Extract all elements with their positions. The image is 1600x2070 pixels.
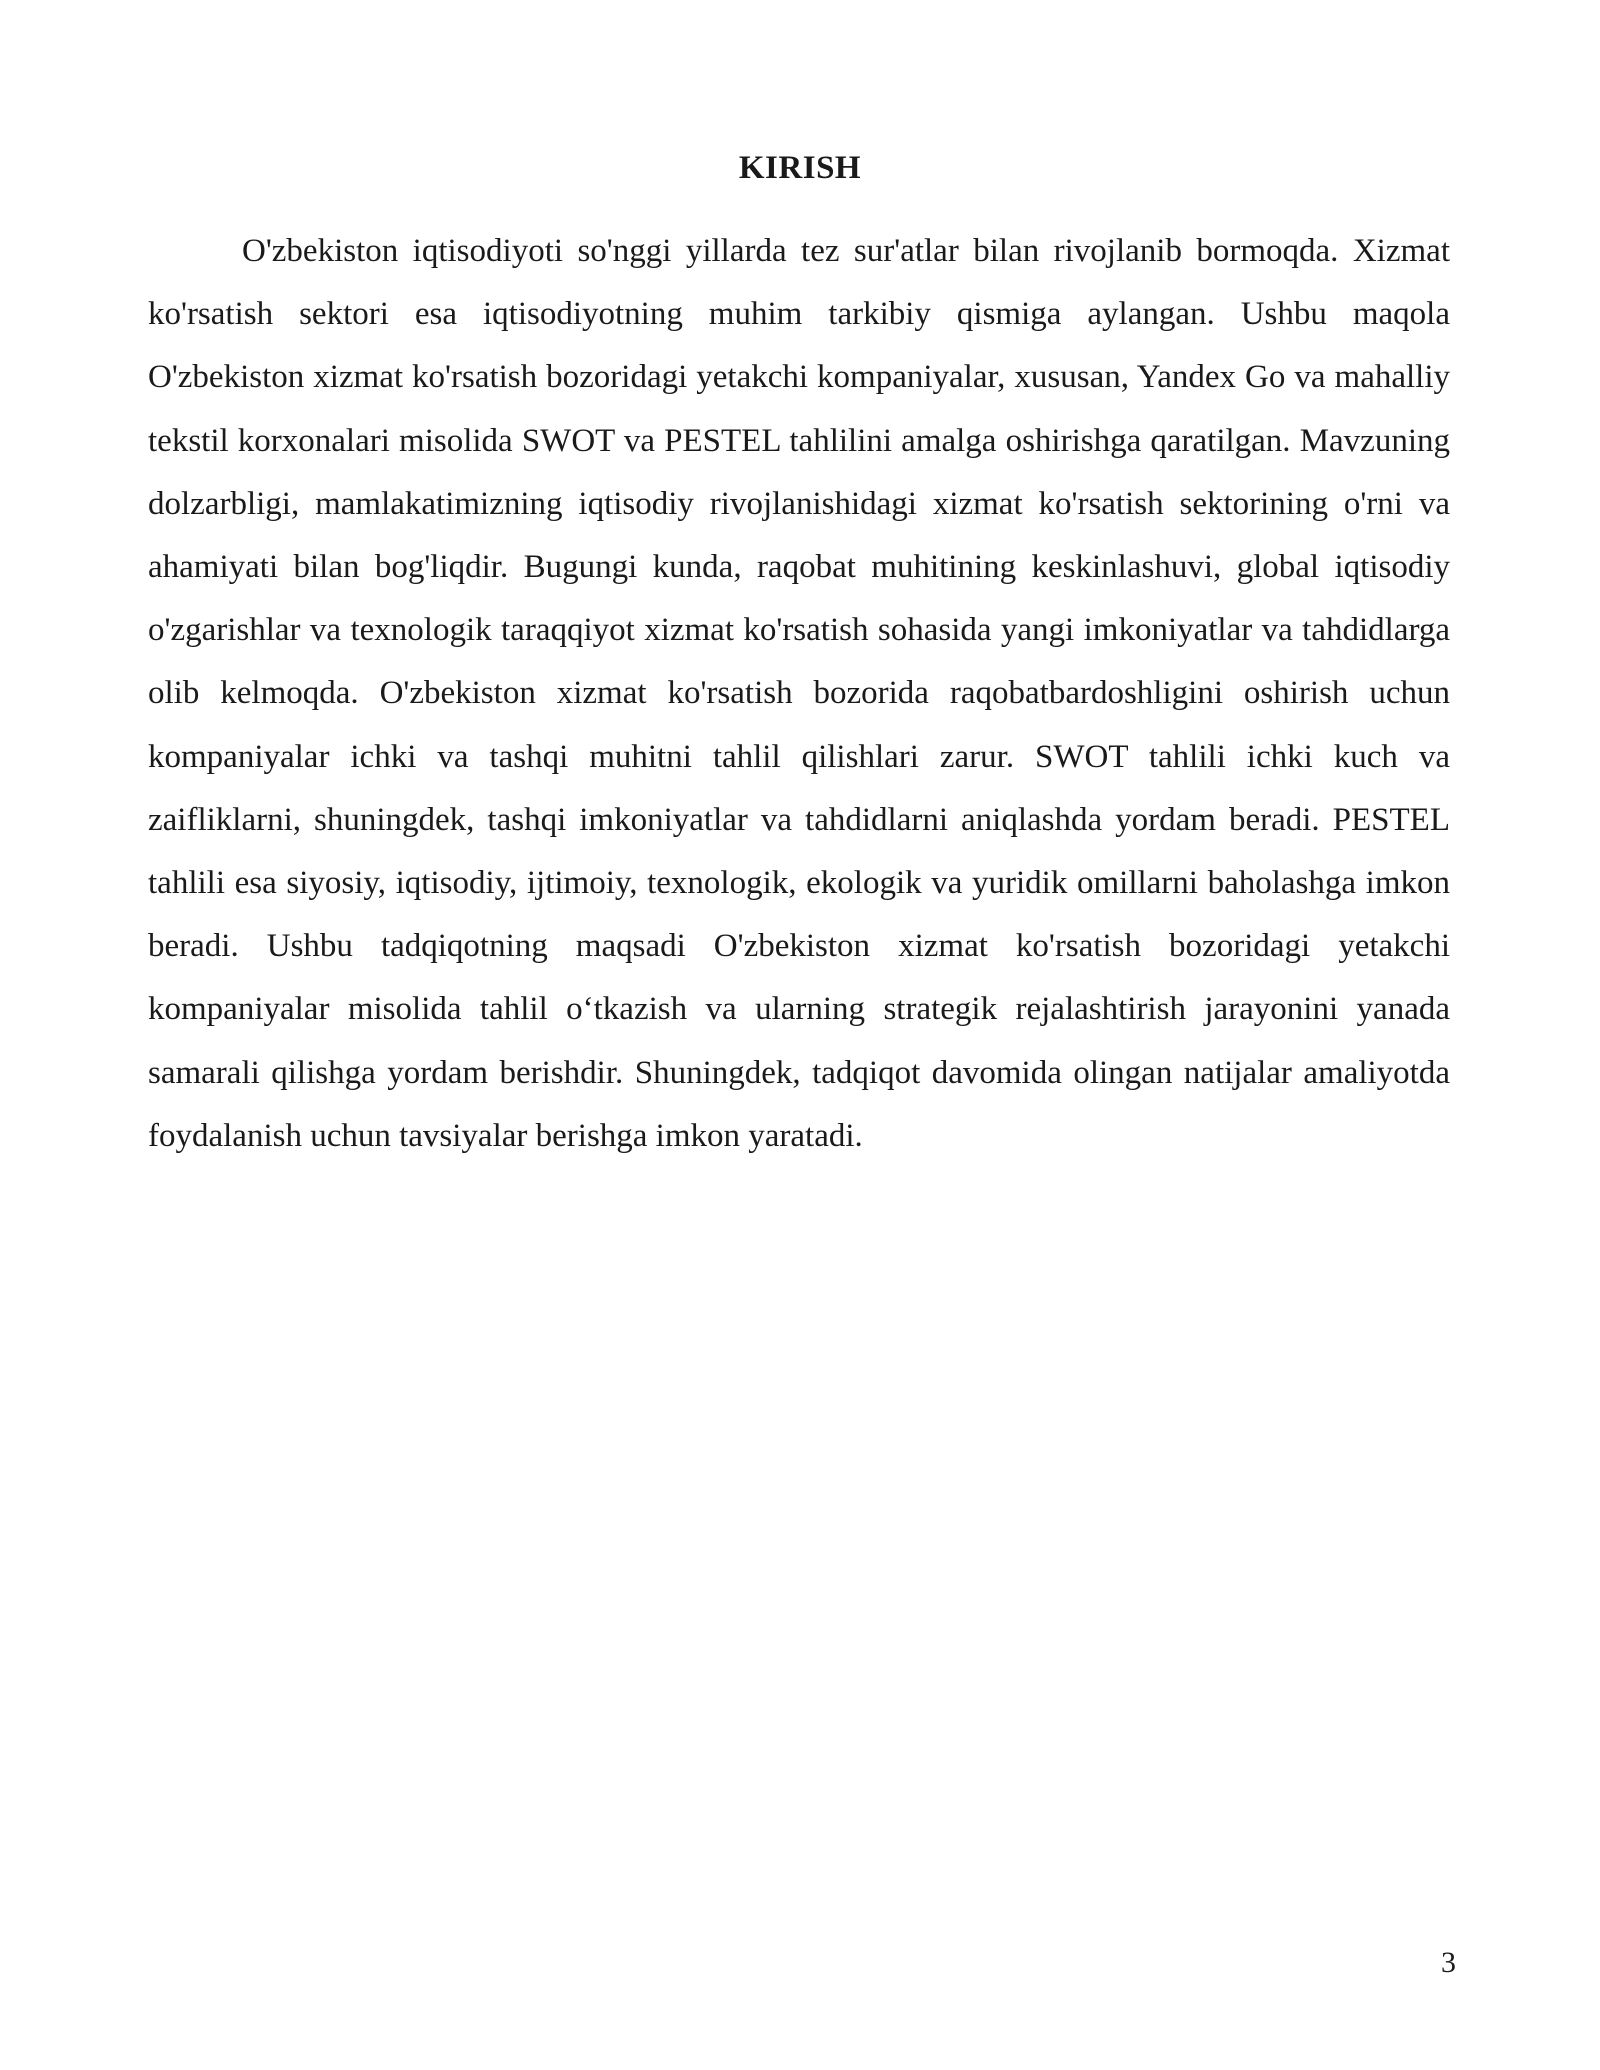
intro-paragraph: O'zbekiston iqtisodiyoti so'nggi yillarda tez sur'atlar bilan rivojlanib bormoqda. Xizmat ko'rsatish sektori esa iqtisodiyotning muhim tarkibiy qismiga aylangan. Ushbu maqola O'zbekiston xizmat ko'rsatish bozoridagi yetakchi kompaniyalar, xususan, Yandex Go va mahalliy tekstil korxonalari misolida SWOT va PESTEL tahlilini amalga oshirishga qaratilgan. Mavzuning dolzarbligi, mamlakatimizning iqtisodiy rivojlanishidagi xizmat ko'rsatish sektorining o'rni va ahamiyati bilan bog'liqdir. Bugungi kunda, raqobat muhitining keskinlashuvi, global iqtisodiy o'zgarishlar va texnologik taraqqiyot xizmat ko'rsatish sohasida yangi imkoniyatlar va tahdidlarga olib kelmoqda. O'zbekiston xizmat ko'rsatish bozorida raqobatbardoshligini oshirish uchun kompaniyalar ichki va tashqi muhitni tahlil qilishlari zarur. SWOT tahlili ichki kuch va zaifliklarni, shuningdek, tashqi imkoniyatlar va tahdidlarni aniqlashda yordam beradi. PESTEL tahlili esa siyosiy, iqtisodiy, ijtimoiy, texnologik, ekologik va yuridik omillarni baholashga imkon beradi. Ushbu tadqiqotning maqsadi O'zbekiston xizmat ko'rsatish bozoridagi yetakchi kompaniyalar misolida tahlil o‘tkazish va ularning strategik rejalashtirish jarayonini yanada samarali qilishga yordam berishdir. Shuningdek, tadqiqot davomida olingan natijalar amaliyotda foydalanish uchun tavsiyalar berishga imkon yaratadi.	[148, 233, 1450, 1154]
page-number: 3	[1441, 1946, 1456, 1979]
section-title: KIRISH	[738, 150, 862, 186]
